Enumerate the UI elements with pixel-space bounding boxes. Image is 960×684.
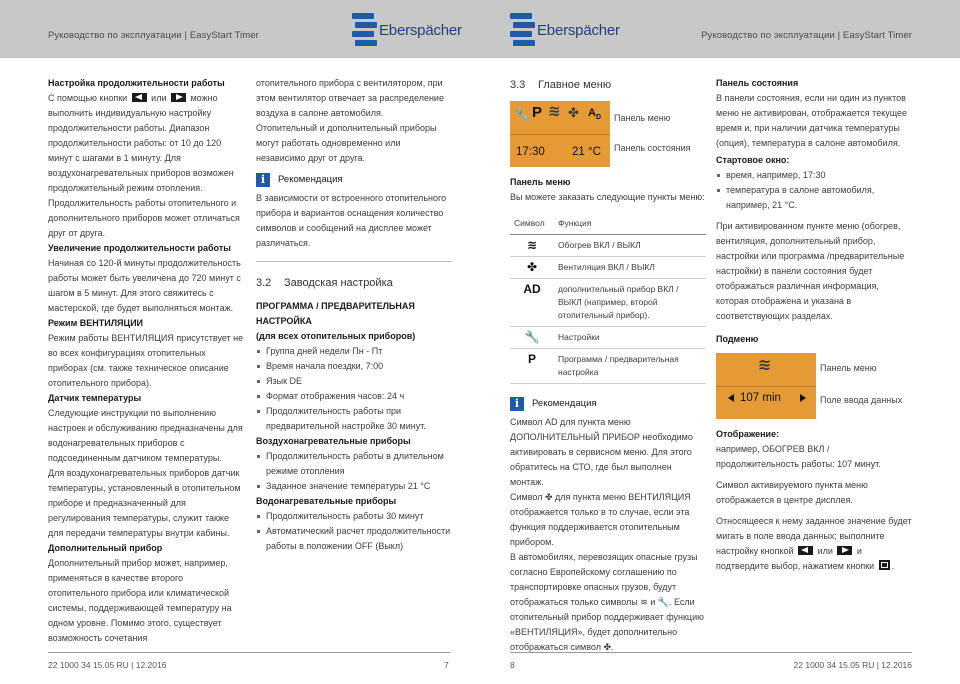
list-item: Группа дней недели Пн - Пт (256, 344, 452, 359)
submenu-heading: Подменю (716, 334, 759, 344)
list-item: время, например, 17:30 (716, 168, 912, 183)
page-number-7: 7 (444, 660, 449, 670)
ok-key-icon (879, 560, 890, 570)
air-heaters-heading: Воздухонагревательные приборы (256, 436, 411, 446)
list-item: Заданное значение температуры 21 °C (256, 479, 452, 494)
page-8 (480, 58, 960, 684)
ad-icon: AD (510, 279, 554, 327)
left-arrow-key-icon (132, 93, 147, 102)
subheading: Дополнительный прибор (48, 543, 163, 553)
info-icon: i (510, 397, 524, 411)
list-item: Формат отображения часов: 24 ч (256, 389, 452, 404)
main-menu-figure (510, 101, 706, 173)
recommendation-text: В автомобилях, перевозящих опасные грузы согласно Европейскому соглашению по транспортировке опасных грузов, будут отображаться только символы ≋ и 🔧. Если отопительный прибор поддерживает функцию «ВЕНТИЛЯЦИЯ», будет дополнительно отображаться символ ✤. (510, 552, 704, 652)
right-arrow-key-icon (171, 93, 186, 102)
table-row: ≋ Обогрев ВКЛ / ВЫКЛ (510, 235, 706, 257)
header-bar (0, 0, 960, 58)
subheading: Настройка продолжительности работы (48, 78, 225, 88)
logo-mark-icon (510, 13, 534, 47)
list-item: Продолжительность работы в длительном режиме отопления (256, 449, 452, 479)
subheading: Датчик температуры (48, 393, 142, 403)
heater-icon: ≋ (510, 235, 554, 257)
document-code-right: 22 1000 34 15.05 RU | 12.2016 (793, 660, 912, 670)
paragraph: Для воздухонагревательных приборов датчик температуры, установленный в отопительном приборе и предназначенный для регулирования температуры, служит также для передачи температуры внутри кабины. (48, 468, 241, 538)
page8-column-1 (510, 78, 706, 655)
table-row: ✤ Вентиляция ВКЛ / ВЫКЛ (510, 257, 706, 279)
page-7 (0, 58, 480, 684)
paragraph: Символ активируемого пункта меню отображается в центре дисплея. (716, 480, 868, 505)
label-menu-bar: Панель меню (820, 363, 877, 373)
page7-column-1 (48, 76, 244, 646)
divider (256, 261, 452, 262)
water-heaters-heading: Водонагревательные приборы (256, 496, 397, 506)
paragraph: Следующие инструкции по выполнению настроек и обслуживанию предназначены для водонагревательных приборов с подсоединенным датчиком температуры. (48, 408, 243, 463)
eberspaecher-logo-left: Eberspächer (352, 12, 462, 48)
paragraph: отопительного прибора с вентилятором, при этом вентилятор отвечает за распределение воздуха в салоне автомобиля. (256, 78, 444, 118)
arrow-left-icon (728, 394, 734, 402)
table-header-row (510, 213, 706, 235)
table-row: AD дополнительный прибор ВКЛ / ВЫКЛ (например, второй отопительный прибор). (510, 279, 706, 327)
paragraph: С помощью кнопки или можно выполнить индивидуальную настройку продолжительности работы. Диапазон продолжительности работы: от 10 до 120 минут с шагами в 1 минуту. Для воздухонагревательных приборов возможен продолжительный режим отопления. Продолжительность работы отопительного и дополнительного приборов может отличаться друг от друга. (48, 93, 240, 238)
page8-column-2 (716, 76, 912, 574)
recommendation-heading: i Рекомендация (256, 172, 452, 187)
start-window-list (716, 168, 912, 213)
start-window-heading: Стартовое окно: (716, 155, 790, 165)
left-arrow-key-icon (798, 546, 813, 555)
paragraph: например, ОБОГРЕВ ВКЛ / продолжительность работы: 107 минут. (716, 444, 881, 469)
program-subheading: (для всех отопительных приборов) (256, 331, 416, 341)
section-heading-3-3: 3.3 Главное меню (510, 79, 612, 91)
display-submenu (716, 353, 816, 419)
p-symbol: P (532, 104, 543, 121)
paragraph: В панели состояния, если ни один из пунктов меню не активирован, отображается текущее время и, при наличии датчика температуры (опция), температура в салоне автомобиля. (716, 93, 908, 148)
symbol-function-table (510, 213, 706, 384)
list-item: Продолжительность работы 30 минут (256, 509, 452, 524)
display-heading: Отображение: (716, 429, 780, 439)
footer (0, 652, 960, 684)
paragraph: Режим работы ВЕНТИЛЯЦИЯ присутствует не во всех конфигурациях отопительных приборах (см. также техническое описание отопительного прибора). (48, 333, 244, 388)
wrench-icon: 🔧 (510, 327, 554, 349)
list-item: Язык DE (256, 374, 452, 389)
recommendation-heading: i Рекомендация (510, 396, 706, 411)
eberspaecher-logo-right: Eberspächer (510, 12, 620, 48)
list-item: Автоматический расчет продолжительности работы в положении OFF (Выкл) (256, 524, 452, 554)
ad-symbol: $A_D$ (588, 107, 602, 122)
arrow-right-icon (800, 394, 806, 402)
wrench-icon: 🔧 (514, 107, 531, 122)
column-header-function: Функция (554, 213, 706, 235)
temperature-value: 21 °C (572, 146, 601, 158)
recommendation-text: В зависимости от встроенного отопительного прибора и вариантов оснащения количество символов и сообщений на дисплее может различаться. (256, 193, 447, 248)
list-item: Продолжительность работы при предварительной настройке 30 минут. (256, 404, 452, 434)
document-code-left: 22 1000 34 15.05 RU | 12.2016 (48, 660, 167, 670)
paragraph: Относящееся к нему заданное значение будет мигать в поле ввода данных; выполните настройку кнопкой или и подтвердите выбор, нажатием кнопки . (716, 516, 912, 571)
paragraph: Отопительный и дополнительный приборы могут работать одновременно или независимо друг от друга. (256, 123, 437, 163)
right-arrow-key-icon (837, 546, 852, 555)
running-title-left: Руководство по эксплуатации | EasyStart Timer (48, 30, 259, 41)
p-icon: P (510, 349, 554, 384)
paragraph: Начиная со 120-й минуты продолжительность работы может быть увеличена до 720 минут с шагом в 5 минут. Для этого свяжитесь с мастерской, где будет выполняться монтаж. (48, 258, 241, 313)
program-heading: ПРОГРАММА / ПРЕДВАРИТЕЛЬНАЯ НАСТРОЙКА (256, 301, 415, 326)
status-bar-heading: Панель состояния (716, 78, 799, 88)
paragraph: Вы можете заказать следующие пункты меню: (510, 192, 705, 202)
label-status-bar: Панель состояния (614, 143, 691, 153)
paragraph: Дополнительный прибор может, например, применяться в качестве второго отопительного прибора или климатической системы, поддерживающей температуру на одном уровне. Помимо этого, существует возможность сочетания (48, 558, 232, 643)
page-number-8: 8 (510, 660, 515, 670)
subheading: Режим ВЕНТИЛЯЦИИ (48, 318, 144, 328)
program-list (256, 344, 452, 434)
recommendation-text: Символ ✤ для пункта меню ВЕНТИЛЯЦИЯ отображается только в то случае, если эта функция поддерживается отопительным прибором. (510, 492, 691, 547)
label-input-field: Поле ввода данных (820, 395, 903, 405)
table-row: 🔧 Настройки (510, 327, 706, 349)
list-item: температура в салоне автомобиля, например, 21 °C. (716, 183, 912, 213)
heater-icon: ≋ (548, 103, 561, 120)
subheading: Увеличение продолжительности работы (48, 243, 231, 253)
duration-value: 107 min (740, 392, 781, 404)
water-heaters-list (256, 509, 452, 554)
display-main (510, 101, 610, 167)
heater-icon: ≋ (758, 357, 772, 374)
paragraph: При активированном пункте меню (обогрев, вентиляция, дополнительный прибор, настройки или программа /предварительные настройки) в панели состояния будет отображаться различная информация, которая отображена и указана в соответствующих разделах. (716, 221, 905, 321)
submenu-figure (716, 353, 912, 427)
list-item: Время начала поездки, 7:00 (256, 359, 452, 374)
running-title-right: Руководство по эксплуатации | EasyStart Timer (701, 30, 912, 41)
air-heaters-list (256, 449, 452, 494)
recommendation-text: Символ AD для пункта меню ДОПОЛНИТЕЛЬНЫЙ ПРИБОР необходимо активировать в сервисном меню. Для этого обратитесь на СТО, где был выполнен монтаж. (510, 417, 693, 487)
fan-icon: ✤ (568, 105, 579, 120)
page7-column-2 (256, 76, 452, 554)
column-header-symbol: Символ (510, 213, 554, 235)
section-heading-3-2: 3.2 Заводская настройка (256, 277, 393, 289)
time-value: 17:30 (516, 146, 545, 158)
table-row: P Программа / предварительная настройка (510, 349, 706, 384)
logo-mark-icon (352, 13, 376, 47)
fan-icon: ✤ (510, 257, 554, 279)
label-menu-bar: Панель меню (614, 113, 671, 123)
menu-bar-heading: Панель меню (510, 177, 571, 187)
info-icon: i (256, 173, 270, 187)
